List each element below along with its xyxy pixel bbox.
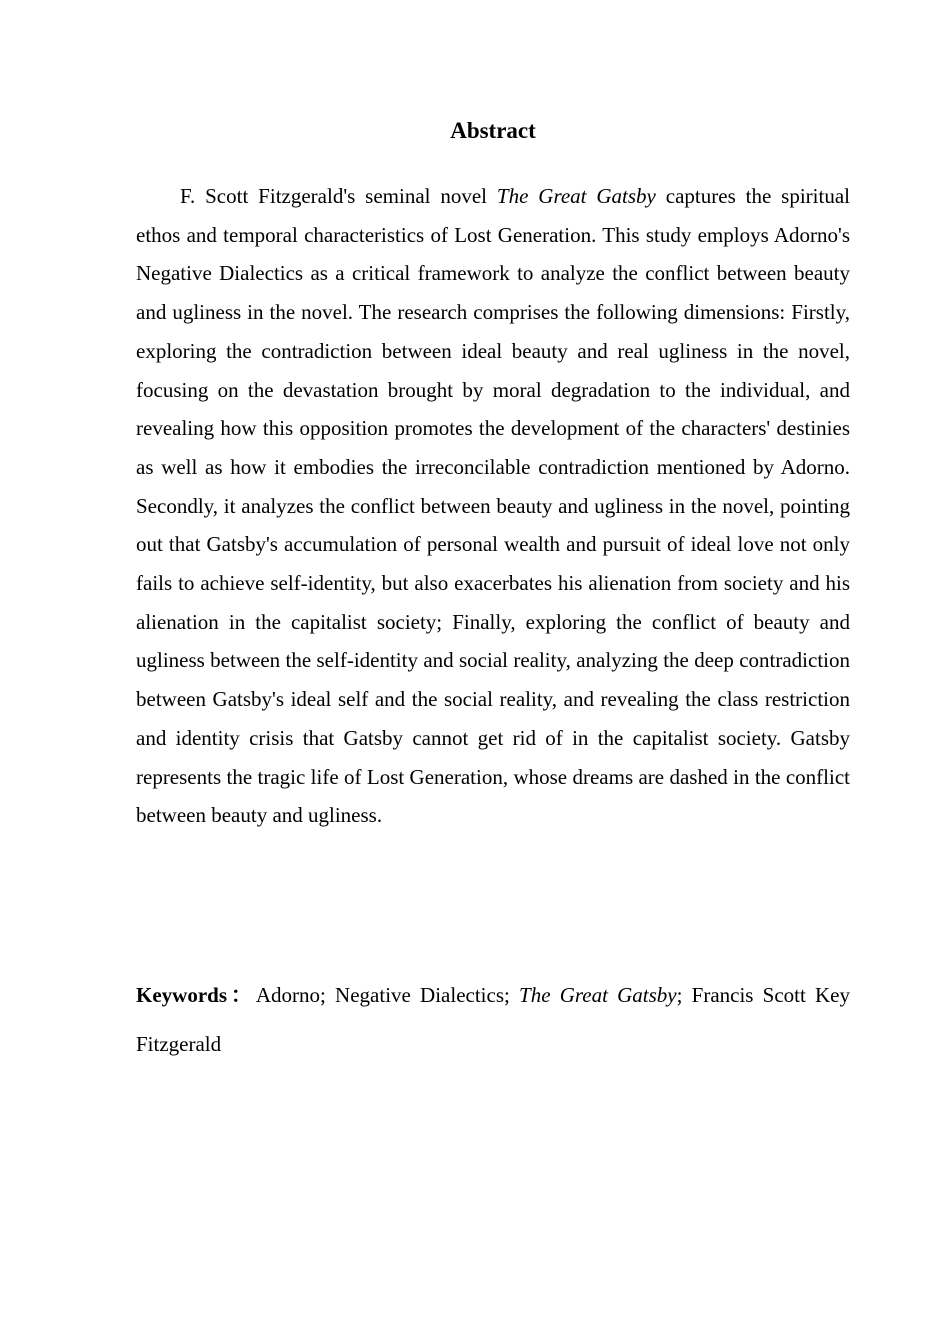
keywords-line bbox=[136, 971, 850, 1069]
keywords-part-1: Adorno; Negative Dialectics; bbox=[255, 983, 520, 1007]
abstract-paragraph bbox=[136, 177, 850, 835]
abstract-text-part-1: F. Scott Fitzgerald's seminal novel bbox=[180, 184, 497, 208]
keywords-label: Keywords： bbox=[136, 983, 256, 1007]
abstract-title: Abstract bbox=[450, 118, 536, 143]
keywords-book-title: The Great Gatsby bbox=[519, 983, 677, 1007]
abstract-book-title: The Great Gatsby bbox=[496, 184, 656, 208]
abstract-text-part-2: captures the spiritual ethos and temporal characteristics of Lost Generation. This study employs Adorno's Negative Dialectics as a critical framework to analyze the conflict between beauty and ugliness in the novel. The research comprises the following dimensions: Firstly, exploring the contradiction between ideal beauty and real ugliness in the novel, focusing on the devastation brought by moral degradation to the individual, and revealing how this opposition promotes the development of the characters' destinies as well as how it embodies the irreconcilable contradiction mentioned by Adorno. Secondly, it analyzes the conflict between beauty and ugliness in the novel, pointing out that Gatsby's accumulation of personal wealth and pursuit of ideal love not only fails to achieve self-identity, but also exacerbates his alienation from society and his alienation in the capitalist society; Finally, exploring the conflict of beauty and ugliness between the self-identity and social reality, analyzing the deep contradiction between Gatsby's ideal self and the social reality, and revealing the class restriction and identity crisis that Gatsby cannot get rid of in the capitalist society. Gatsby represents the tragic life of Lost Generation, whose dreams are dashed in the conflict between beauty and ugliness. bbox=[136, 184, 850, 828]
keywords-part-2: ; Francis Scott Key Fitzgerald bbox=[136, 983, 850, 1056]
